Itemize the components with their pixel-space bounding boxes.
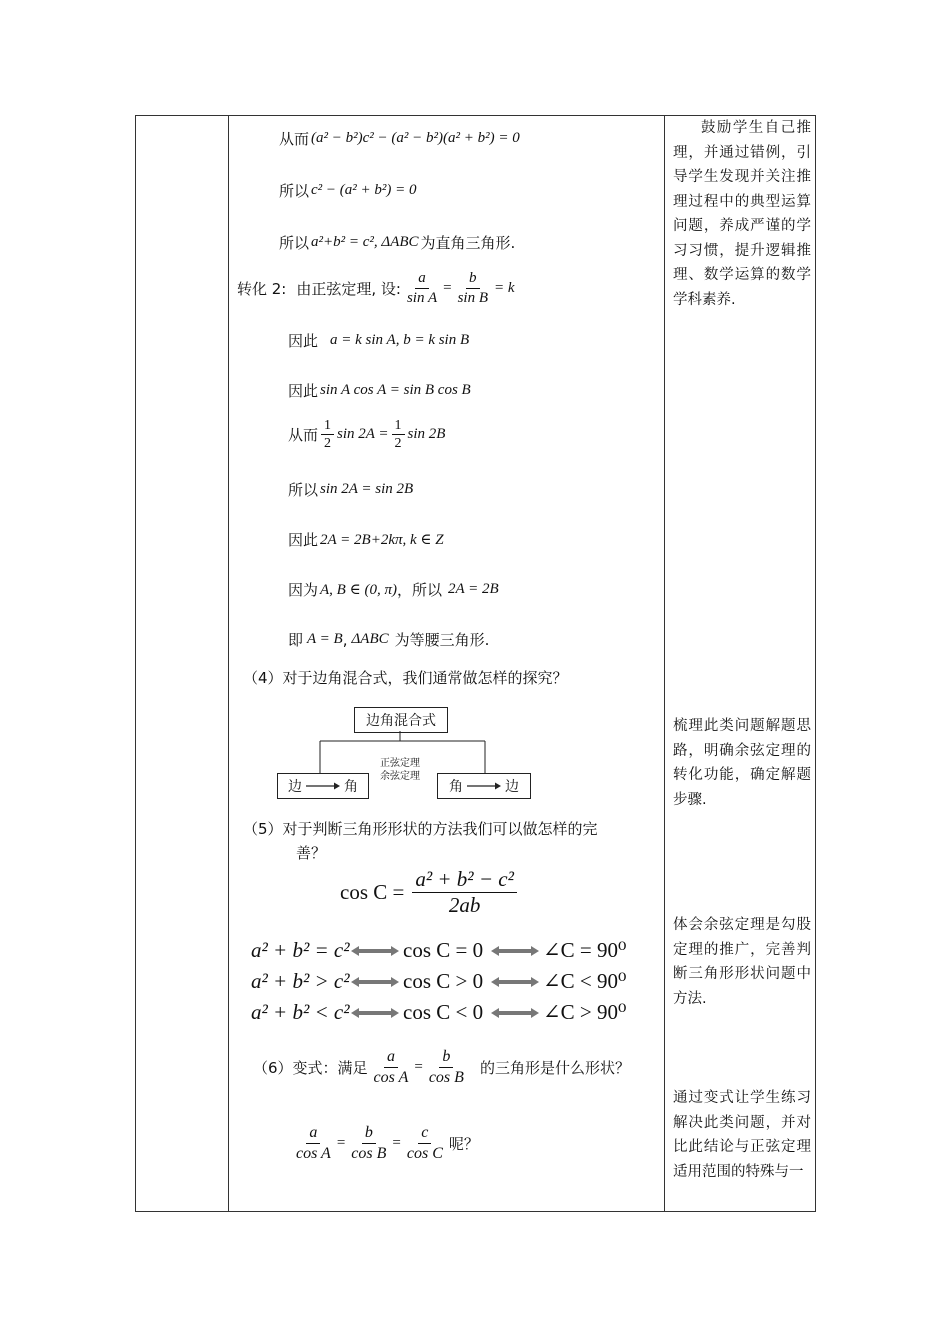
question-5-line-2: 善？ [296,844,327,862]
relation-angle: ∠C < 90⁰ [543,969,627,993]
note-generalize: 体会余弦定理是勾股定理的推广，完善判断三角形形状问题中方法. [673,917,811,1007]
double-arrow-icon [351,945,399,957]
question-6: （6）变式：满足 $\frac{a}{\text{cos A}}$ = $\frac{b}{\text{cos B}}$ 的三角形是什么形状？ [253,1048,630,1086]
step-t6: 因为 A, B ∈ (0, π) ，所以 2A = 2B [288,581,499,599]
question-5-line-1: （5）对于判断三角形形状的方法我们可以做怎样的完 [243,820,598,838]
relation-row [251,1000,626,1025]
question-4: （4）对于边角混合式，我们通常做怎样的探究？ [243,669,568,687]
relation-sides: a² + b² < c² [251,1000,350,1024]
double-arrow-icon [491,1007,539,1019]
step-t1: 因此 a = k sin A, b = k sin B [288,332,470,350]
step-2: 所以 c² − (a² + b²) = 0 [279,182,417,200]
arrow-right-icon [306,781,340,791]
double-arrow-icon [491,945,539,957]
relation-angle: ∠C > 90⁰ [543,1000,627,1024]
double-arrow-icon [351,976,399,988]
diagram-top-box: 边角混合式 [354,707,448,733]
diagram-theorems [380,757,420,783]
relation-row [251,938,626,963]
relation-sides: a² + b² > c² [251,969,350,993]
note-steps: 梳理此类问题解题思路，明确余弦定理的转化功能，确定解题步骤. [673,718,811,808]
relation-row [251,969,626,994]
column-divider-left [228,116,229,1211]
conversion-2: 转化 2: 由正弦定理, 设: $\frac{a}{\text{sin A}}$ = $\frac{b}{\text{sin B}}$ = k [237,270,515,306]
relation-cos: cos C < 0 [403,1000,484,1024]
double-arrow-icon [491,976,539,988]
step-1: 从而 (a² − b²)c² − (a² − b²)(a² + b²) = 0 [279,130,520,148]
relation-cos: cos C > 0 [403,969,484,993]
step-t4: 所以 sin 2A = sin 2B [288,481,414,499]
column-divider-right [664,116,665,1211]
relation-angle: ∠C = 90⁰ [543,938,627,962]
arrow-right-icon [467,781,501,791]
step-t5: 因此 2A = 2B+2kπ, k ∈ Z [288,531,444,549]
diagram-angle-to-side-box: 角 边 [437,773,531,799]
fraction-a-over-sinA: $\frac{a}{\text{sin A}}$ [406,270,438,306]
question-6-extension: $\frac{a}{\text{cos A}}$ = $\frac{b}{\text{cos B}}$ = $\frac{c}{\text{cos C}}$ 呢？ [296,1124,479,1162]
double-arrow-icon [351,1007,399,1019]
step-t7: 即 A = B , ΔABC 为等腰三角形. [288,630,490,649]
cosine-formula: cos C = $\frac{\text{a² + b² − c²}}{2ab}$ [340,868,520,917]
note-reasoning: 鼓励学生自己推理，并通过错例，引导学生发现并关注推理过程中的典型运算问题，养成严谨的学习习惯，提升逻辑推理、数学运算的数学学科素养. [673,120,811,308]
relation-cos: cos C = 0 [403,938,484,962]
step-t2: 因此 sin A cos A = sin B cos B [288,382,471,400]
step-t3: 从而 $\frac{1}{2}$ sin 2A = $\frac{1}{2}$ sin 2B [288,418,446,452]
note-variant: 通过变式让学生练习解决此类问题，并对比此结论与正弦定理适用范围的特殊与一 [673,1090,811,1180]
diagram-label-cosine-theorem: 余弦定理 [380,771,420,782]
diagram-side-to-angle-box: 边 角 [277,773,369,799]
fraction-b-over-sinB: $\frac{b}{\text{sin B}}$ [457,270,489,306]
diagram-label-sine-theorem: 正弦定理 [380,758,420,769]
relation-sides: a² + b² = c² [251,938,350,962]
step-3: 所以 a²+b² = c², ΔABC 为直角三角形. [279,234,516,252]
